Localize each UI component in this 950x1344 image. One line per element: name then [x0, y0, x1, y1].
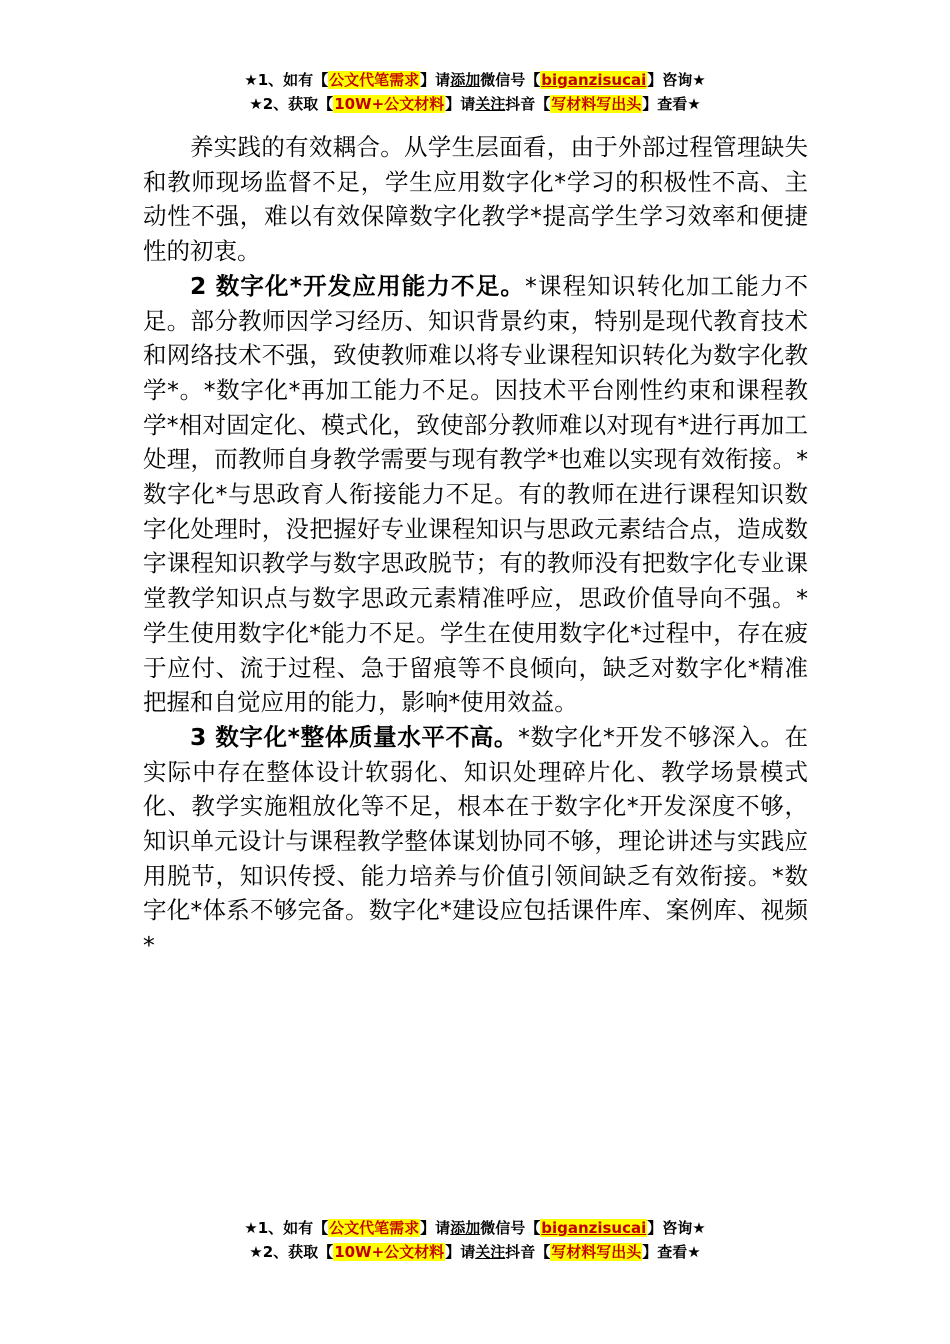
highlight-wechat-id: biganzisucai: [541, 1219, 647, 1237]
banner-line-2: [0, 1240, 950, 1264]
banner-text: 微信号【: [480, 1219, 541, 1237]
footer-banner: [0, 1216, 950, 1264]
document-body: [143, 130, 808, 963]
header-banner: [0, 68, 950, 116]
banner-text: 微信号【: [480, 71, 541, 89]
highlight-wechat-id: biganzisucai: [541, 71, 647, 89]
paragraph-3: [143, 720, 808, 963]
banner-text: 】请: [445, 1243, 476, 1261]
banner-text: 】查看★: [642, 95, 701, 113]
underlined-word: 关注: [475, 95, 506, 113]
banner-text: 抖音【: [505, 95, 551, 113]
underlined-word: 添加: [450, 1219, 481, 1237]
banner-text: 】请: [420, 71, 451, 89]
section-heading-3: 3 数字化*整体质量水平不高。: [190, 722, 519, 751]
paragraph-2-text: *课程知识转化加工能力不足。部分教师因学习经历、知识背景约束，特别是现代教育技术和网络技术不强，致使教师难以将专业课程知识转化为数字化教学*。*数字化*再加工能力不足。因技术平台刚性约束和课程教学*相对固定化、模式化，致使部分教师难以对现有*进行再加工处理，而教师自身教学需要与现有教学*也难以实现有效衔接。*数字化*与思政育人衔接能力不足。有的教师在进行课程知识数字化处理时，没把握好专业课程知识与思政元素结合点，造成数字课程知识教学与数字思政脱节；有的教师没有把数字化专业课堂教学知识点与数字思政元素精准呼应，思政价值导向不强。*学生使用数字化*能力不足。学生在使用数字化*过程中，存在疲于应付、流于过程、急于留痕等不良倾向，缺乏对数字化*精准把握和自觉应用的能力，影响*使用效益。: [143, 271, 809, 717]
highlight-materials: 10W+公文材料: [334, 95, 445, 113]
highlight-service: 公文代笔需求: [329, 71, 420, 89]
banner-text: ★1、如有【: [244, 1219, 329, 1237]
paragraph-1: 养实践的有效耦合。从学生层面看，由于外部过程管理缺失和教师现场监督不足，学生应用数字化*学习的积极性不高、主动性不强，难以有效保障数字化教学*提高学生学习效率和便捷性的初衷。: [143, 133, 808, 266]
banner-line-1: [0, 68, 950, 92]
banner-text: ★2、获取【: [249, 1243, 334, 1261]
paragraph-2: [143, 269, 808, 720]
banner-line-1: [0, 1216, 950, 1240]
paragraph-3-text: *数字化*开发不够深入。在实际中存在整体设计软弱化、知识处理碎片化、教学场景模式化、教学实施粗放化等不足，根本在于数字化*开发深度不够，知识单元设计与课程教学整体谋划协同不够，理论讲述与实践应用脱节，知识传授、能力培养与价值引领间缺乏有效衔接。*数字化*体系不够完备。数字化*建设应包括课件库、案例库、视频*: [143, 722, 809, 960]
highlight-douyin: 写材料写出头: [551, 95, 642, 113]
banner-text: ★2、获取【: [249, 95, 334, 113]
underlined-word: 关注: [475, 1243, 506, 1261]
banner-text: 】咨询★: [647, 1219, 706, 1237]
banner-text: 】请: [445, 95, 476, 113]
banner-text: ★1、如有【: [244, 71, 329, 89]
banner-text: 抖音【: [505, 1243, 551, 1261]
section-heading-2: 2 数字化*开发应用能力不足。: [190, 271, 526, 300]
banner-text: 】请: [420, 1219, 451, 1237]
banner-text: 】咨询★: [647, 71, 706, 89]
underlined-word: 添加: [450, 71, 481, 89]
banner-line-2: [0, 92, 950, 116]
highlight-materials: 10W+公文材料: [334, 1243, 445, 1261]
highlight-service: 公文代笔需求: [329, 1219, 420, 1237]
highlight-douyin: 写材料写出头: [551, 1243, 642, 1261]
banner-text: 】查看★: [642, 1243, 701, 1261]
